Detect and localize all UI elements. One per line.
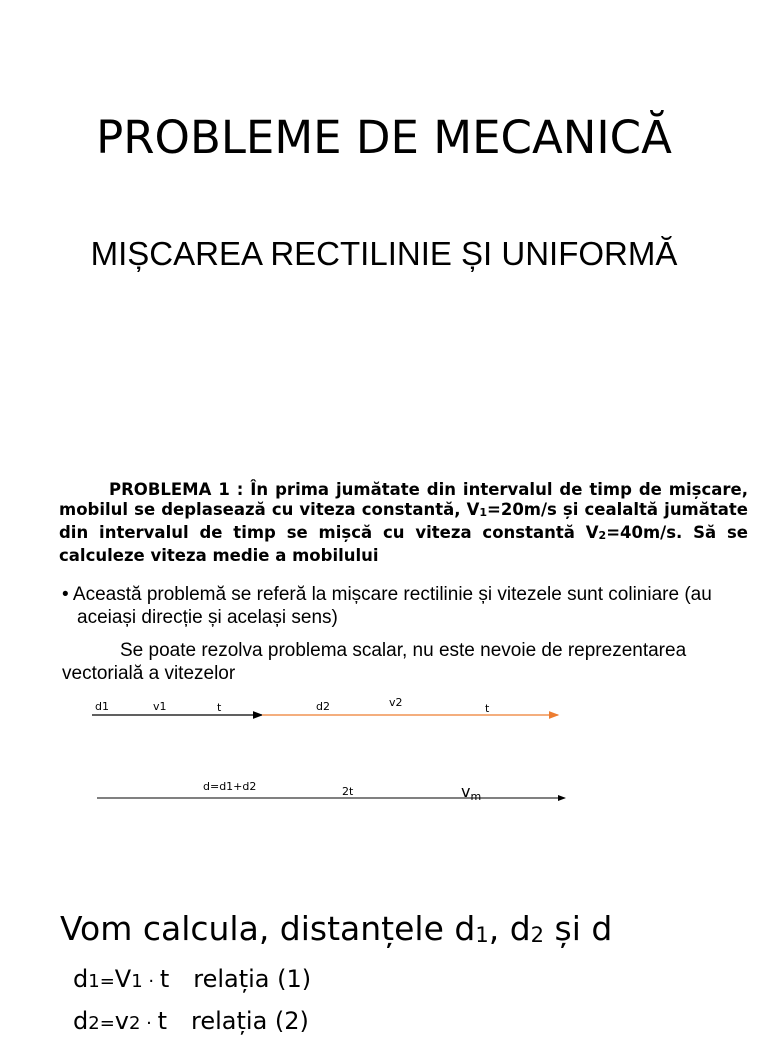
relation-2-time: t xyxy=(157,1007,168,1035)
calc-heading-text-b: , d xyxy=(488,909,531,948)
problem-statement xyxy=(59,480,748,566)
total-time-label: 2t xyxy=(342,785,354,798)
relation-1-velocity-sub: 1 xyxy=(131,971,143,992)
bullet-point xyxy=(62,583,737,629)
relation-2-velocity-sub: 2 xyxy=(128,1013,141,1034)
problem-text-b: =20m/s și cealaltă jumătate din intervalul de timp se mișcă cu viteza constantă V xyxy=(59,500,748,542)
relation-2-lhs: d xyxy=(73,1007,89,1035)
segment1-time-label: t xyxy=(217,701,222,714)
bullet-marker: • xyxy=(62,584,69,605)
segment2-distance-label: d2 xyxy=(316,700,330,713)
relation-2-label: relația (2) xyxy=(191,1007,309,1035)
calc-heading xyxy=(60,907,612,957)
mean-velocity-symbol: v xyxy=(461,782,471,801)
mean-velocity-subscript: m xyxy=(470,790,482,803)
relation-2-lhs-sub: 2 xyxy=(88,1013,100,1034)
problem-text-a: În prima jumătate din intervalul de timp de mișcare, mobilul se deplasează cu viteza constantă, V xyxy=(59,480,748,519)
problem-sub1: 1 xyxy=(479,506,488,519)
bullet-text: Această problemă se referă la mișcare rectilinie și vitezele sunt coliniare (au aceiași direcție și același sens) xyxy=(72,584,712,628)
relation-1-lhs: d xyxy=(73,965,89,993)
problem-text-c: =40m/s. Să se calculeze viteza medie a mobilului xyxy=(59,523,748,565)
relation-2-equals: = xyxy=(99,1013,115,1034)
relation-1-label: relația (1) xyxy=(193,965,312,993)
calc-heading-sub1: 1 xyxy=(475,923,489,947)
motion-diagram xyxy=(0,690,768,815)
relation-2 xyxy=(73,1006,309,1039)
calc-heading-sub2: 2 xyxy=(530,923,545,947)
relation-1-velocity: V xyxy=(114,965,132,993)
total-distance-label: d=d1+d2 xyxy=(203,780,257,793)
mean-velocity-label xyxy=(461,782,481,803)
page-subtitle: MIȘCAREA RECTILINIE ȘI UNIFORMĂ xyxy=(90,235,678,272)
relation-1 xyxy=(73,964,311,997)
calc-heading-text-a: Vom calcula, distanțele d xyxy=(60,909,476,948)
segment2-velocity-label: v2 xyxy=(389,696,403,709)
segment1-velocity-label: v1 xyxy=(153,700,167,713)
problem-sub2: 2 xyxy=(598,529,607,542)
relation-2-dot: · xyxy=(140,1013,158,1034)
relation-1-time: t xyxy=(159,965,170,993)
page-title: PROBLEME DE MECANICĂ xyxy=(96,111,672,164)
relation-1-dot: · xyxy=(142,971,160,992)
relation-1-equals: = xyxy=(99,971,115,992)
problem-label: PROBLEMA 1 : xyxy=(109,480,244,499)
calc-heading-text-c: și d xyxy=(544,909,613,948)
segment1-distance-label: d1 xyxy=(95,700,109,713)
scalar-note: Se poate rezolva problema scalar, nu este nevoie de reprezentarea vectorială a vitezelor xyxy=(62,640,687,684)
relation-1-lhs-sub: 1 xyxy=(88,971,100,992)
segment2-time-label: t xyxy=(485,702,490,715)
relation-2-velocity: v xyxy=(114,1007,129,1035)
